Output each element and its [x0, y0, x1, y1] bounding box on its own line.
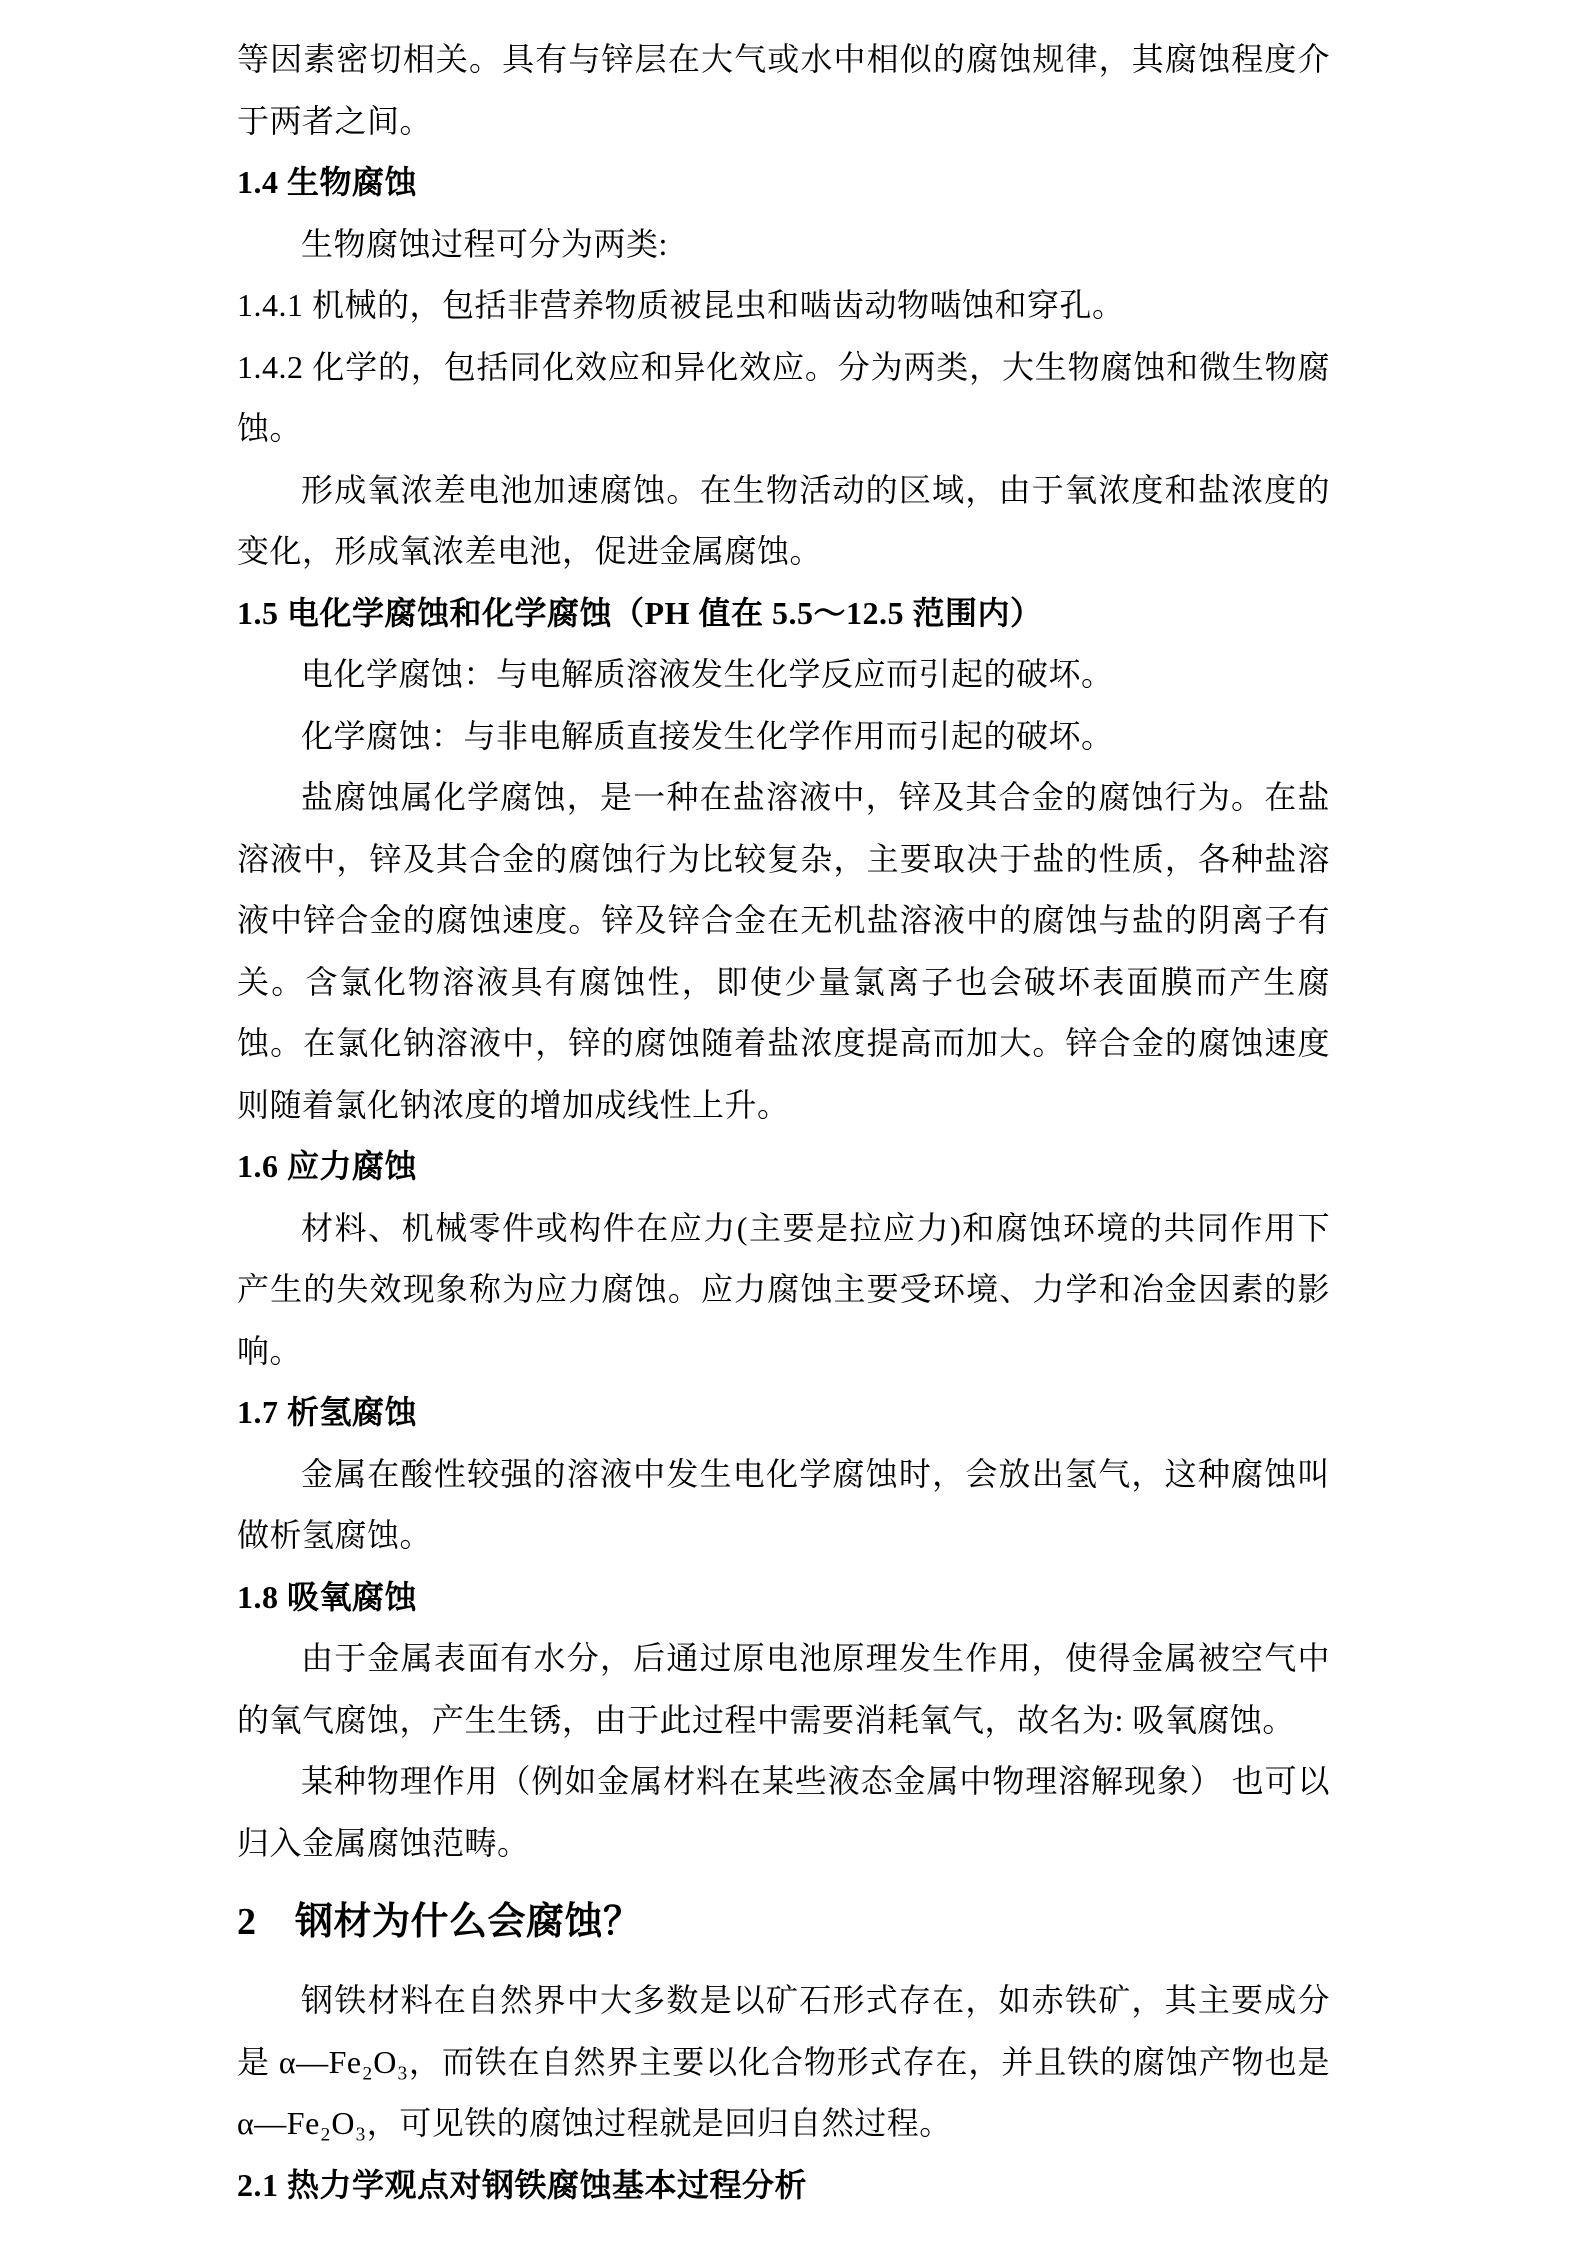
paragraph-stress-corrosion: 材料、机械零件或构件在应力(主要是拉应力)和腐蚀环境的共同作用下产生的失效现象称为应力腐蚀。应力腐蚀主要受环境、力学和冶金因素的影响。: [237, 1209, 1330, 1369]
heading-1-5-electrochemical-and-chemical-corrosion: 1.5 电化学腐蚀和化学腐蚀（PH 值在 5.5～12.5 范围内）: [237, 594, 1043, 631]
heading-2-why-steel-corrodes: 2 钢材为什么会腐蚀？: [237, 1901, 642, 1943]
paragraph-salt-corrosion: 盐腐蚀属化学腐蚀，是一种在盐溶液中，锌及其合金的腐蚀行为。在盐溶液中，锌及其合金的腐蚀行为比较复杂，主要取决于盐的性质，各种盐溶液中锌合金的腐蚀速度。锌及锌合金在无机盐溶液中的腐蚀与盐的阴离子有关。含氯化物溶液具有腐蚀性，即使少量氯离子也会破坏表面膜而产生腐蚀。在氯化钠溶液中，锌的腐蚀随着盐浓度提高而加大。锌合金的腐蚀速度则随着氯化钠浓度的增加成线性上升。: [237, 779, 1330, 1123]
paragraph-biocorrosion-intro: 生物腐蚀过程可分为两类:: [301, 225, 668, 262]
heading-2-1-thermodynamic-analysis: 2.1 热力学观点对钢铁腐蚀基本过程分析: [237, 2166, 808, 2203]
paragraph-physical-action: 某种物理作用（例如金属材料在某些液态金属中物理溶解现象） 也可以归入金属腐蚀范畴。: [237, 1763, 1330, 1861]
paragraph-oxygen-concentration-cell: 形成氧浓差电池加速腐蚀。在生物活动的区域，由于氧浓度和盐浓度的变化，形成氧浓差电池，促进金属腐蚀。: [237, 471, 1330, 569]
heading-1-4-biological-corrosion: 1.4 生物腐蚀: [237, 164, 418, 200]
continuation-paragraph: 等因素密切相关。具有与锌层在大气或水中相似的腐蚀规律，其腐蚀程度介于两者之间。: [237, 41, 1330, 139]
heading-1-8-oxygen-absorption-corrosion: 1.8 吸氧腐蚀: [237, 1578, 418, 1615]
paragraph-hydrogen-evolution: 金属在酸性较强的溶液中发生电化学腐蚀时，会放出氢气，这种腐蚀叫做析氢腐蚀。: [237, 1455, 1330, 1553]
paragraph-electrochemical-definition: 电化学腐蚀：与电解质溶液发生化学反应而引起的破坏。: [301, 656, 1114, 692]
paragraph-chemical-definition: 化学腐蚀：与非电解质直接发生化学作用而引起的破坏。: [301, 717, 1114, 754]
paragraph-steel-in-nature: 钢铁材料在自然界中大多数是以矿石形式存在，如赤铁矿，其主要成分是 α—Fe₂O₃，而铁在自然界主要以化合物形式存在，并且铁的腐蚀产物也是 α—Fe₂O₃，可见铁的腐蚀过程就是回归自然过程。: [237, 1982, 1330, 2141]
paragraph-oxygen-absorption: 由于金属表面有水分，后通过原电池原理发生作用，使得金属被空气中的氧气腐蚀，产生生锈，由于此过程中需要消耗氧气，故名为: 吸氧腐蚀。: [237, 1640, 1330, 1738]
heading-1-6-stress-corrosion: 1.6 应力腐蚀: [237, 1148, 418, 1184]
heading-1-7-hydrogen-evolution-corrosion: 1.7 析氢腐蚀: [237, 1394, 418, 1430]
list-item-1-4-2-chemical: 1.4.2 化学的，包括同化效应和异化效应。分为两类，大生物腐蚀和微生物腐蚀。: [237, 348, 1330, 446]
list-item-1-4-1-mechanical: 1.4.1 机械的，包括非营养物质被昆虫和啮齿动物啮蚀和穿孔。: [237, 287, 1125, 323]
